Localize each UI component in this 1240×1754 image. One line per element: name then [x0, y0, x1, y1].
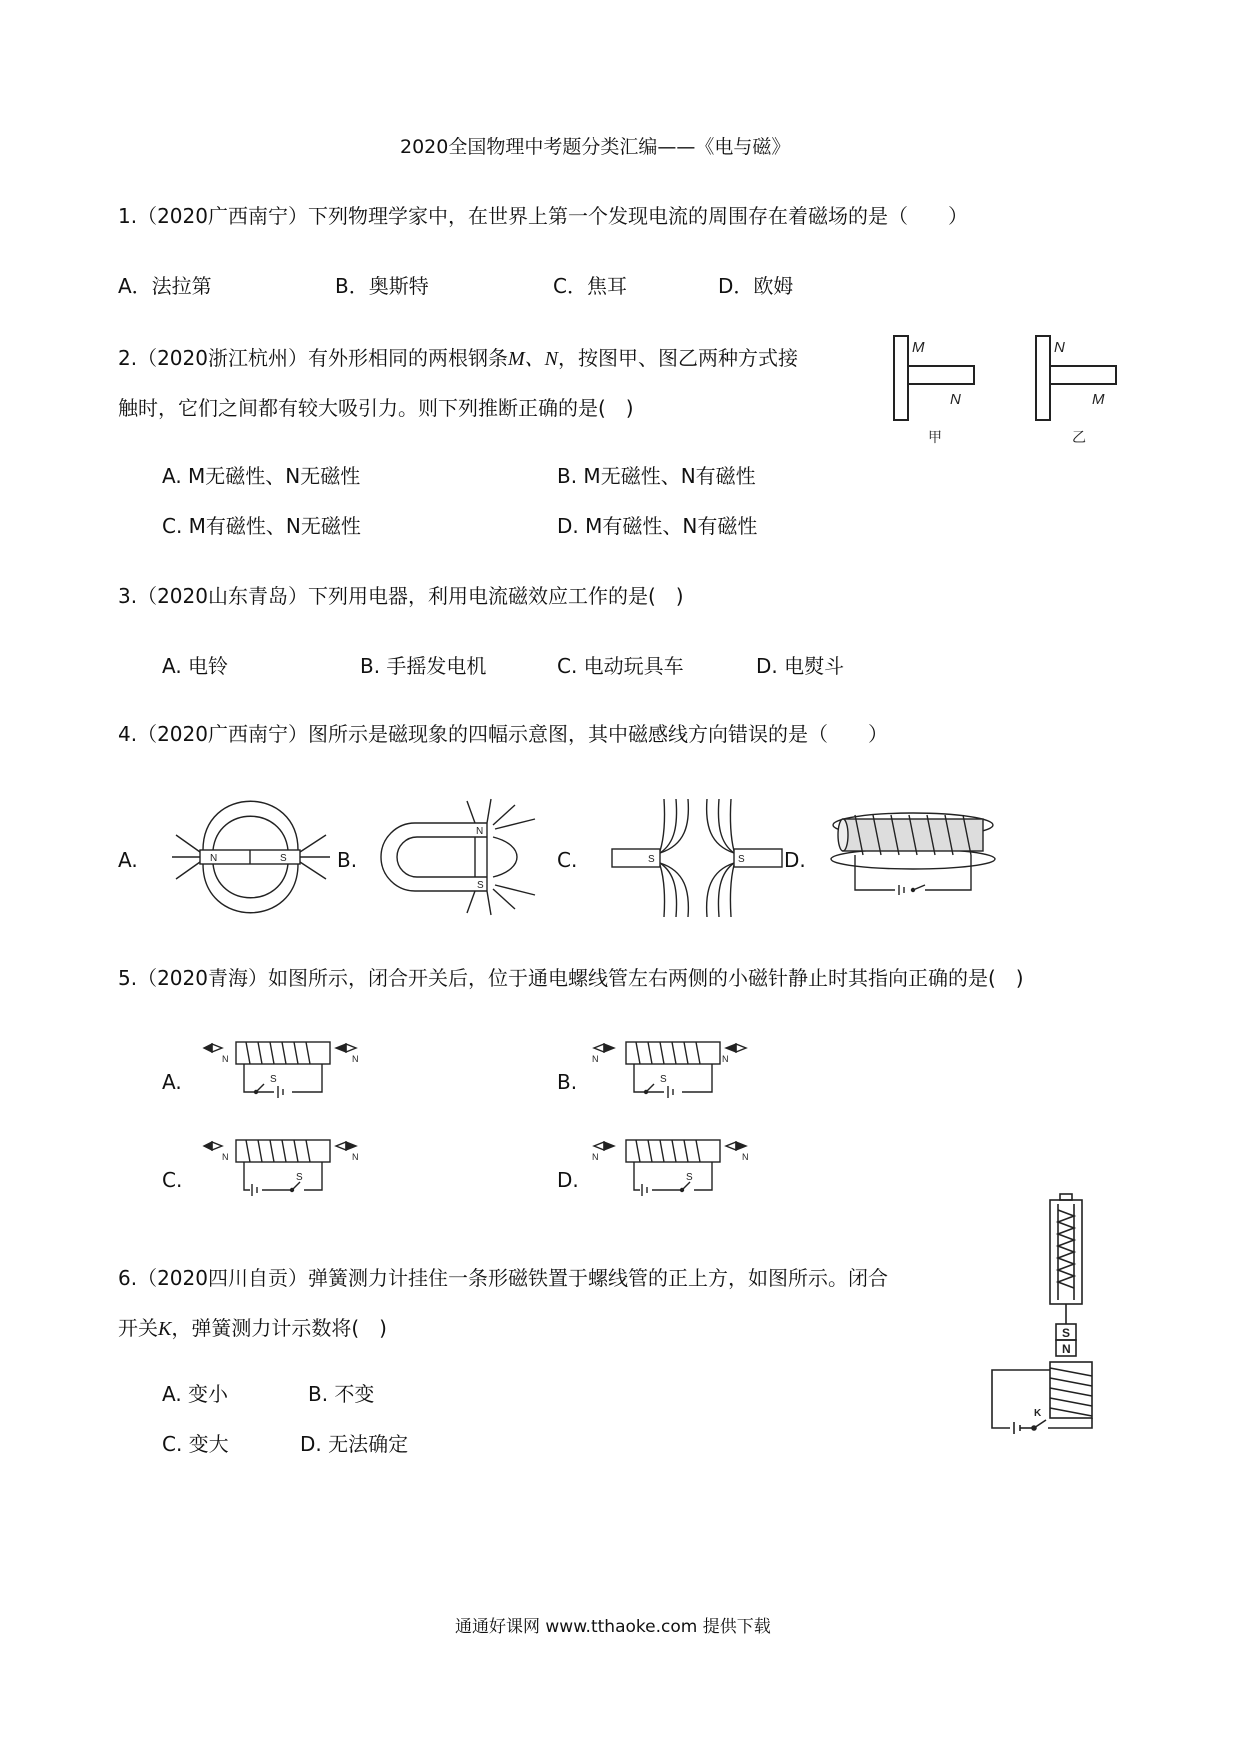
question-6-stem-line1: 6.（2020四川自贡）弹簧测力计挂住一条形磁铁置于螺线管的正上方，如图所示。闭合 — [118, 1266, 888, 1290]
q2-stem-pre: 2.（2020浙江杭州）有外形相同的两根钢条 — [118, 346, 508, 370]
q5d-needle-right-n: N — [742, 1152, 749, 1162]
q3-option-c: C. 电动玩具车 — [557, 654, 684, 678]
q5b-needle-left-n: N — [592, 1054, 599, 1064]
q6-magnet-n: N — [1062, 1342, 1071, 1356]
q4a-pole-n: N — [210, 853, 218, 864]
q5-figure-c — [200, 1138, 375, 1208]
figure-jia-label-n: N — [950, 391, 961, 408]
q5a-needle-left-n: N — [222, 1054, 229, 1064]
q3-option-a: A. 电铃 — [162, 654, 229, 678]
q4-option-d: D. — [784, 848, 806, 872]
q6-stem-line2-var: K — [158, 1318, 172, 1340]
q2-option-b: B. M无磁性、N有磁性 — [557, 464, 756, 488]
q1-option-c: C．焦耳 — [553, 274, 627, 298]
q1-option-b: B．奥斯特 — [335, 274, 429, 298]
q5d-switch-s: S — [686, 1172, 693, 1183]
question-2-stem-line2: 触时，它们之间都有较大吸引力。则下列推断正确的是( ) — [118, 396, 634, 420]
question-3-stem: 3.（2020山东青岛）下列用电器，利用电流磁效应工作的是( ) — [118, 584, 684, 608]
page-footer: 通通好课网 www.tthaoke.com 提供下载 — [455, 1617, 771, 1637]
question-4-stem: 4.（2020广西南宁）图所示是磁现象的四幅示意图，其中磁感线方向错误的是（ ） — [118, 722, 888, 746]
q6-option-d: D. 无法确定 — [300, 1432, 409, 1456]
q1-option-d: D．欧姆 — [718, 274, 794, 298]
q5c-needle-left-n: N — [222, 1152, 229, 1162]
q5a-switch-s: S — [270, 1074, 277, 1085]
q5-option-c: C. — [162, 1168, 183, 1192]
q2-figure-steel-bars — [880, 330, 1140, 450]
q5d-needle-left-n: N — [592, 1152, 599, 1162]
q4-figure-a-bar-magnet — [168, 795, 333, 920]
q4-figure-c-like-poles — [610, 795, 785, 920]
q2-option-c: C. M有磁性、N无磁性 — [162, 514, 361, 538]
q3-option-d: D. 电熨斗 — [756, 654, 845, 678]
question-6-stem-line2 — [118, 1312, 387, 1341]
figure-yi-label-m: M — [1092, 391, 1105, 408]
q5-figure-a — [200, 1040, 375, 1110]
q4b-pole-s: S — [477, 880, 484, 891]
q2-stem-vars: M、N — [507, 348, 558, 370]
q5b-needle-right-n: N — [722, 1054, 729, 1064]
q5c-switch-s: S — [296, 1172, 303, 1183]
q4c-pole-s-left: S — [648, 854, 655, 865]
q4-figure-b-u-magnet — [375, 795, 550, 920]
figure-jia — [894, 336, 974, 420]
q5-option-a: A. — [162, 1070, 182, 1094]
q4-figure-d-solenoid — [825, 795, 1000, 920]
page-title: 2020全国物理中考题分类汇编——《电与磁》 — [400, 136, 791, 158]
q5-option-b: B. — [557, 1070, 578, 1094]
q4c-pole-s-right: S — [738, 854, 745, 865]
q6-stem-line2-pre: 开关 — [118, 1316, 158, 1340]
q6-switch-k: K — [1034, 1408, 1042, 1419]
q6-stem-line2-post: ，弹簧测力计示数将( ) — [171, 1316, 387, 1340]
q2-stem-post: ，按图甲、图乙两种方式接 — [557, 346, 798, 370]
q4-option-b: B. — [337, 848, 358, 872]
question-2-stem-line1 — [118, 342, 798, 371]
figure-yi-caption: 乙 — [1072, 429, 1086, 445]
q5c-needle-right-n: N — [352, 1152, 359, 1162]
question-1-stem: 1.（2020广西南宁）下列物理学家中，在世界上第一个发现电流的周围存在着磁场的是（ ） — [118, 204, 968, 228]
q1-option-a: A．法拉第 — [118, 274, 212, 298]
q4-option-c: C. — [557, 848, 578, 872]
q2-option-a: A. M无磁性、N无磁性 — [162, 464, 361, 488]
q3-option-b: B. 手摇发电机 — [360, 654, 487, 678]
q6-option-b: B. 不变 — [308, 1382, 375, 1406]
figure-yi-label-n: N — [1054, 339, 1065, 356]
q5-figure-b — [590, 1040, 765, 1110]
q4-option-a: A. — [118, 848, 138, 872]
q6-figure-spring-scale — [990, 1190, 1140, 1440]
figure-jia-label-m: M — [912, 339, 925, 356]
q6-magnet-s: S — [1062, 1326, 1071, 1340]
q5-option-d: D. — [557, 1168, 579, 1192]
question-5-stem: 5.（2020青海）如图所示，闭合开关后，位于通电螺线管左右两侧的小磁针静止时其指向正确的是( ) — [118, 966, 1024, 990]
q2-option-d: D. M有磁性、N有磁性 — [557, 514, 758, 538]
q4a-pole-s: S — [280, 853, 287, 864]
q5b-switch-s: S — [660, 1074, 667, 1085]
q5a-needle-right-n: N — [352, 1054, 359, 1064]
q6-option-a: A. 变小 — [162, 1382, 229, 1406]
q5-figure-d — [590, 1138, 765, 1208]
q4b-pole-n: N — [476, 826, 484, 837]
q6-option-c: C. 变大 — [162, 1432, 229, 1456]
figure-jia-caption: 甲 — [928, 429, 942, 445]
